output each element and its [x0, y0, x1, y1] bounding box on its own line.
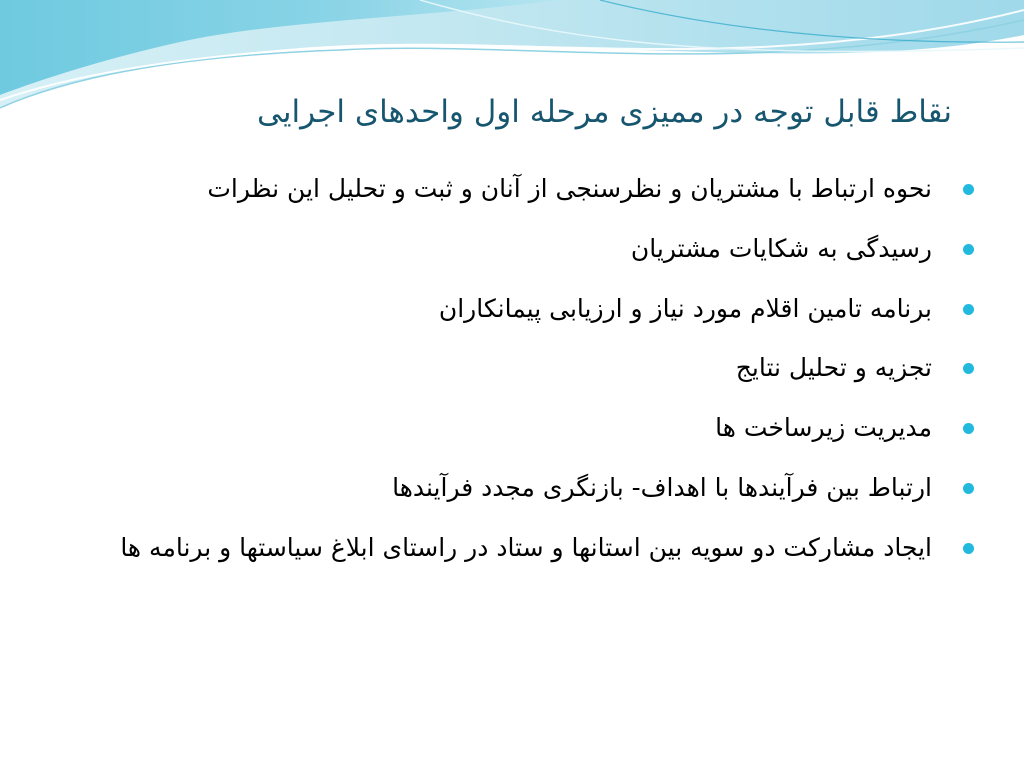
- bullet-dot-icon: [963, 483, 974, 494]
- bullet-item: [64, 409, 952, 448]
- bullet-dot-icon: [963, 543, 974, 554]
- bullet-text: برنامه تامین اقلام مورد نیاز و ارزیابی پیمانکاران: [438, 293, 932, 323]
- bullet-text: ایجاد مشارکت دو سویه بین استانها و ستاد در راستای ابلاغ سیاستها و برنامه ها: [120, 532, 932, 562]
- bullet-item: [64, 529, 952, 568]
- bullet-text: تجزیه و تحلیل نتایج: [735, 353, 932, 383]
- bullet-dot-icon: [963, 304, 974, 315]
- bullet-item: [64, 290, 952, 329]
- bullet-item: [64, 170, 952, 209]
- bullet-item: [64, 230, 952, 269]
- bullet-dot-icon: [963, 363, 974, 374]
- bullet-text: رسیدگی به شکایات مشتریان: [630, 233, 932, 263]
- bullet-text: نحوه ارتباط با مشتریان و نظرسنجی از آنان و ثبت و تحلیل این نظرات: [207, 174, 932, 203]
- bullet-text: مدیریت زیرساخت ها: [715, 413, 932, 442]
- bullet-list: [64, 170, 952, 588]
- bullet-dot-icon: [963, 423, 974, 434]
- bullet-dot-icon: [963, 184, 974, 195]
- bullet-item: [64, 349, 952, 388]
- slide-title: نقاط قابل توجه در ممیزی مرحله اول واحدهای اجرایی: [257, 94, 952, 130]
- bullet-text: ارتباط بین فرآیندها با اهداف- بازنگری مجدد فرآیندها: [392, 472, 932, 502]
- bullet-dot-icon: [963, 244, 974, 255]
- bullet-item: [64, 469, 952, 508]
